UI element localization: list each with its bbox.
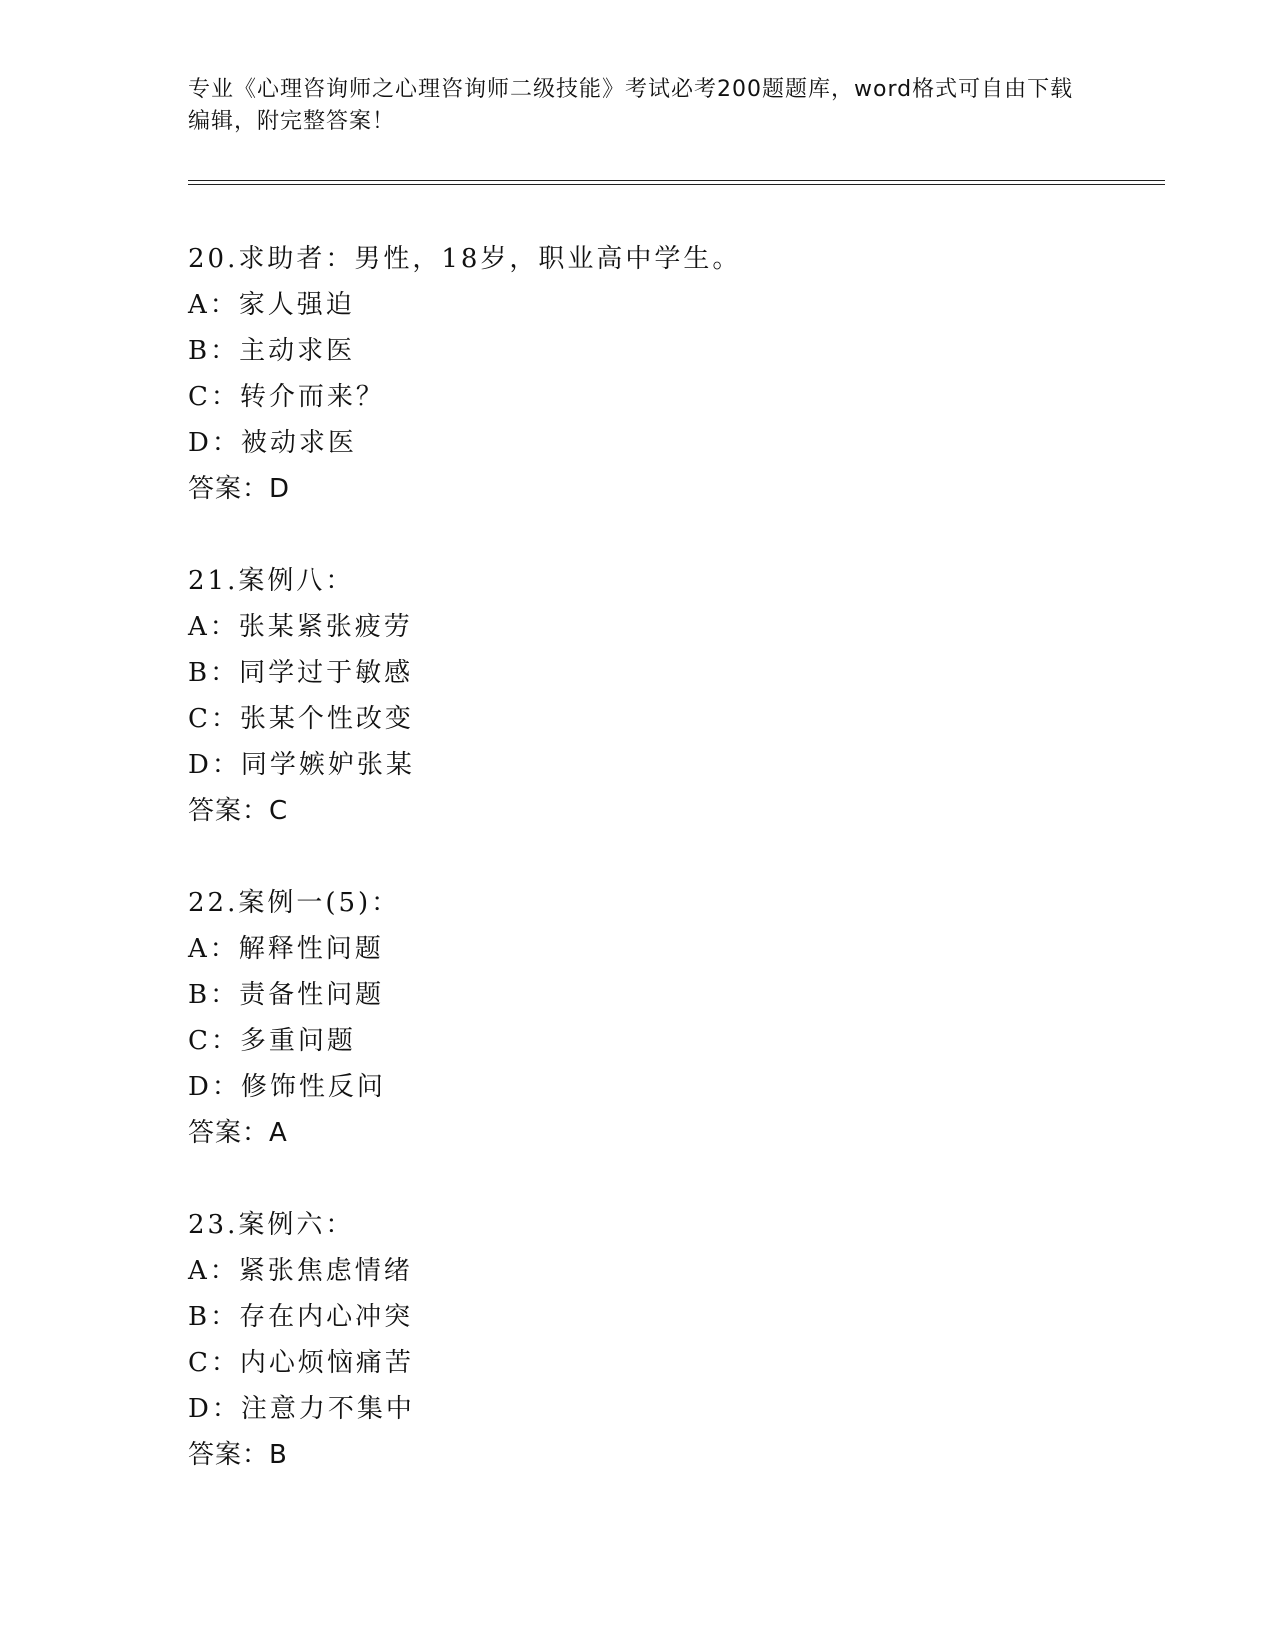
- option-d: D：同学嫉妒张某: [188, 750, 415, 780]
- question-stem: 21.案例八：: [188, 566, 355, 596]
- option-d: D：注意力不集中: [188, 1394, 415, 1424]
- question-stem: 22.案例一(5)：: [188, 888, 401, 918]
- option-a: A：张某紧张疲劳: [188, 612, 413, 642]
- header-divider-top: [188, 180, 1165, 181]
- question-stem: 23.案例六：: [188, 1210, 355, 1240]
- answer-text: 答案：C: [188, 796, 289, 826]
- question-block-20: [188, 236, 1088, 512]
- question-block-23: [188, 1202, 1088, 1478]
- question-stem: 20.求助者：男性，18岁，职业高中学生。: [188, 244, 742, 274]
- option-a: A：紧张焦虑情绪: [188, 1256, 413, 1286]
- option-a: A：家人强迫: [188, 290, 355, 320]
- option-b: B：责备性问题: [188, 980, 385, 1010]
- option-b: B：主动求医: [188, 336, 356, 366]
- option-d: D：修饰性反问: [188, 1072, 386, 1102]
- option-d: D：被动求医: [188, 428, 357, 458]
- option-c: C：内心烦恼痛苦: [188, 1348, 414, 1378]
- document-header: 专业《心理咨询师之心理咨询师二级技能》考试必考200题题库，word格式可自由下载编辑，附完整答案！: [188, 77, 1074, 134]
- option-c: C：张某个性改变: [188, 704, 414, 734]
- option-b: B：同学过于敏感: [188, 658, 414, 688]
- question-block-22: [188, 880, 1088, 1156]
- option-c: C：转介而来？: [188, 382, 385, 412]
- answer-text: 答案：A: [188, 1118, 288, 1148]
- option-c: C：多重问题: [188, 1026, 356, 1056]
- answer-text: 答案：B: [188, 1440, 288, 1470]
- header-divider-bottom: [188, 184, 1165, 185]
- answer-text: 答案：D: [188, 474, 291, 504]
- question-block-21: [188, 558, 1088, 834]
- option-b: B：存在内心冲突: [188, 1302, 414, 1332]
- option-a: A：解释性问题: [188, 934, 384, 964]
